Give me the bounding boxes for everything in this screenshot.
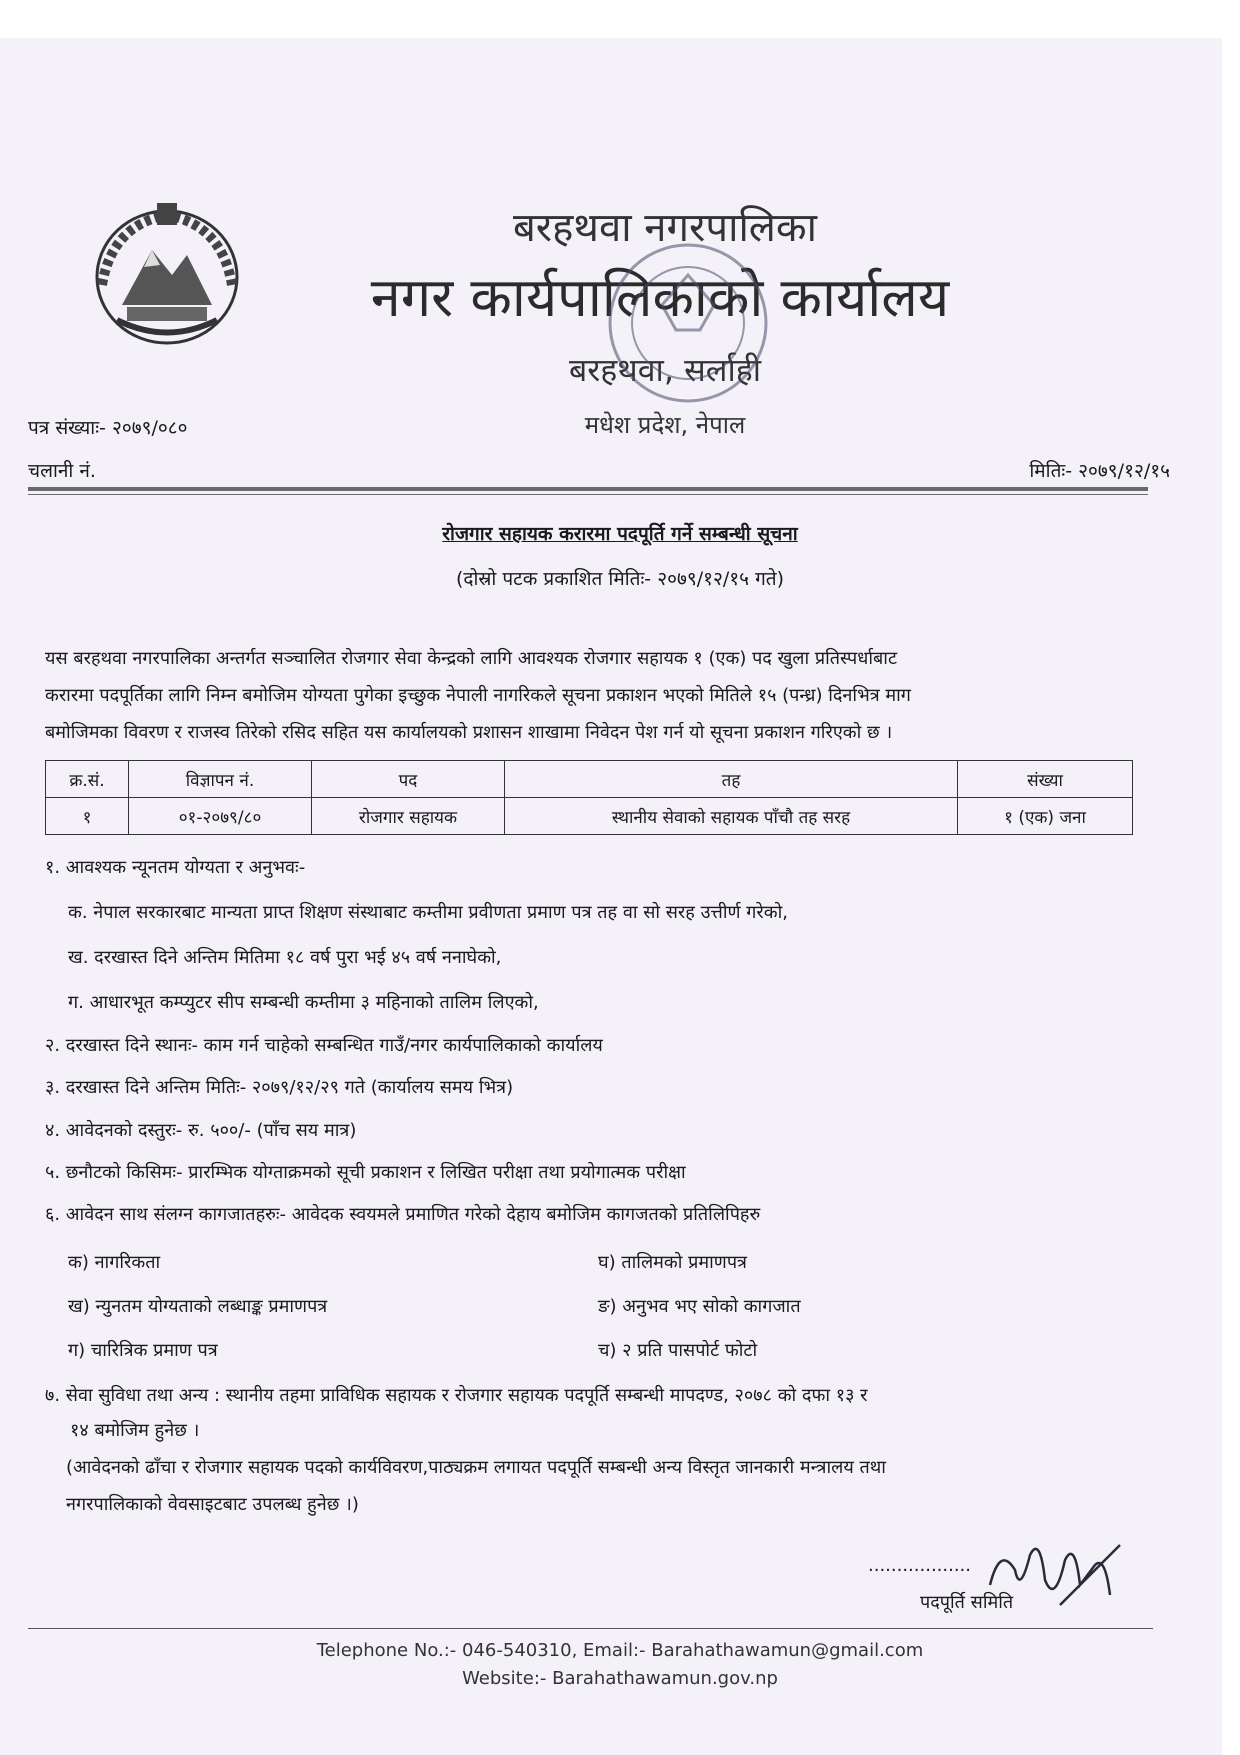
footer-contact: Telephone No.:- 046-540310, Email:- Barahathawamun@gmail.com [316,1640,924,1661]
intro-line: बमोजिमका विवरण र राजस्व तिरेको रसिद सहित यस कार्यालयको प्रशासन शाखामा निवेदन पेश गर्न यो सूचना प्रकाशन गरिएको छ । [45,722,893,743]
footer-website: Website:- Barahathawamun.gov.np [462,1668,778,1689]
table-cell: ०१-२०७९/८० [129,798,312,835]
vacancy-table [45,760,1133,835]
table-cell: स्थानीय सेवाको सहायक पाँचौ तह सरह [505,798,958,835]
office-seal-icon [600,235,775,410]
document-item: ङ) अनुभव भए सोको कागजात [598,1296,801,1317]
item-note: (आवेदनको ढाँचा र रोजगार सहायक पदको कार्यविवरण,पाठ्यक्रम लगायत पदपूर्ति सम्बन्धी अन्य विस्तृत जानकारी मन्त्रालय तथा [66,1457,886,1478]
item-selection: ५. छनौटको किसिमः- प्रारम्भिक योग्ताक्रमको सूची प्रकाशन र लिखित परीक्षा तथा प्रयोगात्मक परीक्षा [45,1162,686,1183]
table-row [46,798,1133,835]
item-documents: ६. आवेदन साथ संलग्न कागजातहरुः- आवेदक स्वयमले प्रमाणित गरेको देहाय बमोजिम कागजतको प्रतिलिपिहरु [45,1204,761,1225]
item-qualification-c: ग. आधारभूत कम्प्युटर सीप सम्बन्धी कम्तीमा ३ महिनाको तालिम लिएको, [68,992,539,1013]
item-fee: ४. आवेदनको दस्तुरः- रु. ५००/- (पाँच सय मात्र) [45,1120,357,1141]
table-cell: रोजगार सहायक [312,798,505,835]
item-qualification-b: ख. दरखास्त दिने अन्तिम मितिमा १८ वर्ष पुरा भई ४५ वर्ष ननाघेको, [68,947,502,968]
table-header-row [46,761,1133,798]
document-item: ख) न्युनतम योग्यताको लब्धाङ्क प्रमाणपत्र [68,1296,328,1317]
item-qualification-a: क. नेपाल सरकारबाट मान्यता प्राप्त शिक्षण संस्थाबाट कम्तीमा प्रवीणता प्रमाण पत्र तह वा सो सरह उत्तीर्ण गरेको, [68,902,788,923]
table-header: विज्ञापन नं. [129,761,312,798]
item-note-cont: नगरपालिकाको वेवसाइटबाट उपलब्ध हुनेछ ।) [66,1494,359,1515]
notice-subtitle: (दोस्रो पटक प्रकाशित मितिः- २०७९/१२/१५ गते) [455,568,785,590]
table-cell: १ (एक) जना [958,798,1133,835]
table-header: संख्या [958,761,1133,798]
signature-committee: पदपूर्ति समिति [920,1592,1014,1613]
notice-intro [45,640,1145,751]
office-name: नगर कार्यपालिकाको कार्यालय [370,266,950,329]
document-item: च) २ प्रति पासपोर्ट फोटो [598,1340,758,1361]
office-province: मधेश प्रदेश, नेपाल [584,411,746,439]
document-item: घ) तालिमको प्रमाणपत्र [598,1252,747,1273]
header-divider [28,487,1148,491]
nepal-emblem-icon [82,195,252,355]
item-benefits-cont: १४ बमोजिम हुनेछ । [70,1420,200,1441]
table-header: तह [505,761,958,798]
letter-number: पत्र संख्याः- २०७९/०८० [28,417,188,439]
table-cell: १ [46,798,129,835]
office-location: बरहथवा, सर्लाही [568,351,762,389]
intro-line: यस बरहथवा नगरपालिका अन्तर्गत सञ्चालित रोजगार सेवा केन्द्रको लागि आवश्यक रोजगार सहायक १ (एक) पद खुला प्रतिस्पर्धाबाट [45,648,898,669]
table-header: क्र.सं. [46,761,129,798]
letter-date: मितिः- २०७९/१२/१५ [1029,460,1170,482]
item-qualification: १. आवश्यक न्यूनतम योग्यता र अनुभवः- [45,857,306,878]
document-item: ग) चारित्रिक प्रमाण पत्र [68,1340,218,1361]
signature-dots: .................. [868,1555,971,1576]
intro-line: करारमा पदपूर्तिका लागि निम्न बमोजिम योग्यता पुगेका इच्छुक नेपाली नागरिकले सूचना प्रकाशन भएको मितिले १५ (पन्ध्र) दिनभित्र माग [45,685,911,706]
document-item: क) नागरिकता [68,1252,161,1273]
table-header: पद [312,761,505,798]
item-application-place: २. दरखास्त दिने स्थानः- काम गर्न चाहेको सम्बन्धित गाउँ/नगर कार्यपालिकाको कार्यालय [45,1035,603,1056]
item-deadline: ३. दरखास्त दिने अन्तिम मितिः- २०७९/१२/२९ गते (कार्यालय समय भित्र) [45,1077,514,1098]
header-divider-thin [28,494,1148,495]
dispatch-number: चलानी नं. [28,460,96,482]
municipality-name: बरहथवा नगरपालिका [512,205,818,251]
footer-divider [28,1628,1153,1629]
notice-title: रोजगार सहायक करारमा पदपूर्ति गर्ने सम्बन्धी सूचना [442,523,798,545]
item-benefits: ७. सेवा सुविधा तथा अन्य : स्थानीय तहमा प्राविधिक सहायक र रोजगार सहायक पदपूर्ति सम्बन्धी मापदण्ड, २०७८ को दफा १३ र [45,1385,868,1406]
